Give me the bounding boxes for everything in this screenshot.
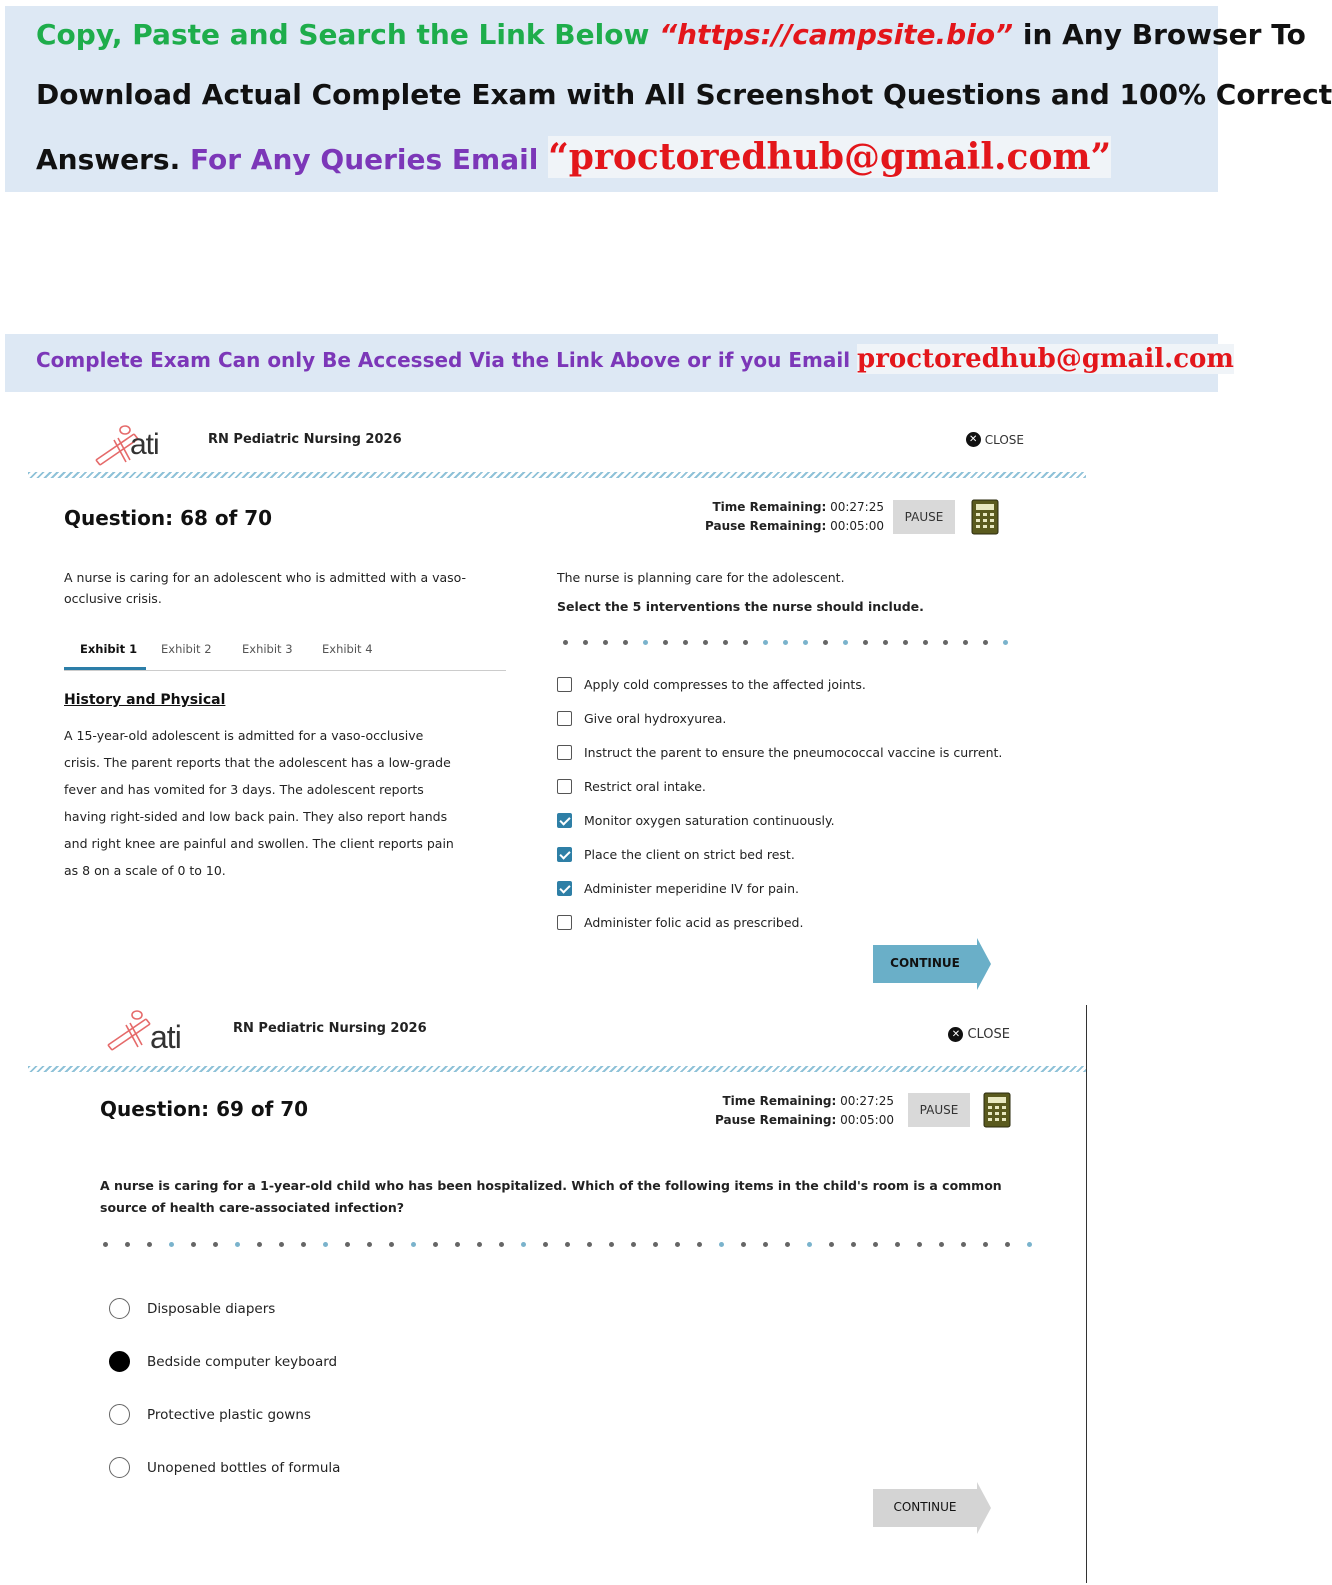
progress-dot xyxy=(1027,1242,1032,1247)
answer-option-label: Instruct the parent to ensure the pneumococcal vaccine is current. xyxy=(584,745,1003,760)
progress-dot xyxy=(499,1242,504,1247)
ati-logo-text: ati xyxy=(150,1019,181,1055)
close-icon: ✕ xyxy=(948,1027,963,1042)
tab-exhibit-3[interactable]: Exhibit 3 xyxy=(242,642,293,656)
exam-header xyxy=(28,1005,1086,1075)
calculator-icon[interactable] xyxy=(983,1092,1011,1128)
answer-option-label: Restrict oral intake. xyxy=(584,779,706,794)
progress-dot xyxy=(723,640,728,645)
radio-button[interactable] xyxy=(109,1298,130,1319)
checkbox[interactable] xyxy=(557,779,572,794)
checkbox-checked[interactable] xyxy=(557,813,572,828)
question-stem: A nurse is caring for an adolescent who is admitted with a vaso-occlusive crisis. xyxy=(64,570,467,606)
answer-option-label: Place the client on strict bed rest. xyxy=(584,847,795,862)
progress-dot xyxy=(587,1242,592,1247)
exam-screen-q68 xyxy=(28,410,1086,1005)
tab-exhibit-2[interactable]: Exhibit 2 xyxy=(161,642,212,656)
second-banner xyxy=(5,334,1234,392)
exam-title: RN Pediatric Nursing 2026 xyxy=(233,1021,427,1036)
checkbox[interactable] xyxy=(557,915,572,930)
progress-dot xyxy=(323,1242,328,1247)
ati-logo-text: ati xyxy=(130,428,159,461)
progress-dot xyxy=(643,640,648,645)
progress-dot xyxy=(455,1242,460,1247)
progress-dot xyxy=(961,1242,966,1247)
banner-link[interactable]: “https://campsite.bio” xyxy=(659,18,1014,51)
answer-option-label: Administer folic acid as prescribed. xyxy=(584,915,804,930)
progress-dot xyxy=(235,1242,240,1247)
banner-line-2: Download Actual Complete Exam with All Screenshot Questions and 100% Correct xyxy=(36,78,1332,111)
timer-block: Time Remaining: 00:27:25 Pause Remaining: 00:05:00 xyxy=(715,1094,894,1127)
top-banner xyxy=(5,6,1332,192)
banner2-line: Complete Exam Can only Be Accessed Via the Link Above or if you Email proctoredhub@gmail.com xyxy=(36,344,1234,374)
history-physical-title: History and Physical xyxy=(64,692,226,708)
progress-dots xyxy=(563,640,1008,645)
checkbox[interactable] xyxy=(557,745,572,760)
question-instruction: Select the 5 interventions the nurse should include. xyxy=(557,599,924,614)
answer-option-label: Give oral hydroxyurea. xyxy=(584,711,727,726)
progress-dot xyxy=(147,1242,152,1247)
answer-option-label: Unopened bottles of formula xyxy=(147,1459,341,1476)
exam-title: RN Pediatric Nursing 2026 xyxy=(208,432,402,447)
continue-button[interactable]: CONTINUE xyxy=(873,938,991,990)
progress-dot xyxy=(543,1242,548,1247)
question-stem: A nurse is caring for a 1-year-old child who has been hospitalized. Which of the following items in the child's room is a common source of health care-associated infection? xyxy=(100,1178,1002,1215)
answer-option[interactable] xyxy=(109,1404,311,1425)
progress-dot xyxy=(169,1242,174,1247)
answer-option[interactable] xyxy=(557,813,835,828)
header-stripe xyxy=(28,472,1086,478)
history-physical-body: A 15-year-old adolescent is admitted for a vaso-occlusive crisis. The parent reports that the adolescent has a low-grade fever and has vomited for 3 days. The adolescent reports having right-sided and low back pain. They also report hands and right knee are painful and swollen. The client reports pain as 8 on a scale of 0 to 10. xyxy=(64,728,454,878)
progress-dot xyxy=(983,640,988,645)
progress-dot xyxy=(389,1242,394,1247)
progress-dot xyxy=(763,640,768,645)
checkbox[interactable] xyxy=(557,711,572,726)
progress-dot xyxy=(565,1242,570,1247)
answer-option[interactable] xyxy=(109,1351,337,1372)
answer-option-label: Bedside computer keyboard xyxy=(147,1353,338,1370)
progress-dot xyxy=(279,1242,284,1247)
progress-dot xyxy=(603,640,608,645)
progress-dot xyxy=(903,640,908,645)
timer-block: Time Remaining: 00:27:25 Pause Remaining: 00:05:00 xyxy=(705,500,884,533)
progress-dot xyxy=(923,640,928,645)
pause-remaining: 00:05:00 xyxy=(840,1113,894,1127)
progress-dot xyxy=(783,640,788,645)
answer-option-label: Protective plastic gowns xyxy=(147,1406,311,1423)
pause-button[interactable]: PAUSE xyxy=(893,500,955,534)
answer-option[interactable] xyxy=(557,779,706,794)
progress-dot xyxy=(983,1242,988,1247)
progress-dot xyxy=(763,1242,768,1247)
progress-dot xyxy=(345,1242,350,1247)
progress-dot xyxy=(785,1242,790,1247)
progress-dot xyxy=(843,640,848,645)
checkbox-checked[interactable] xyxy=(557,881,572,896)
time-remaining: 00:27:25 xyxy=(840,1094,894,1108)
radio-selected[interactable] xyxy=(109,1351,130,1372)
continue-button[interactable]: CONTINUE xyxy=(873,1482,991,1534)
progress-dot xyxy=(719,1242,724,1247)
answer-option[interactable] xyxy=(109,1298,275,1319)
banner-line-3: Answers. For Any Queries Email “proctoredhub@gmail.com” xyxy=(36,136,1112,178)
progress-dot xyxy=(609,1242,614,1247)
progress-dot xyxy=(829,1242,834,1247)
question-number: Question: 68 of 70 xyxy=(64,506,273,530)
progress-dot xyxy=(1003,640,1008,645)
banner2-email[interactable]: proctoredhub@gmail.com xyxy=(857,344,1234,374)
calculator-icon[interactable] xyxy=(971,499,999,535)
exam-header xyxy=(28,410,1086,480)
checkbox-checked[interactable] xyxy=(557,847,572,862)
answer-option[interactable] xyxy=(109,1457,340,1478)
question-number: Question: 69 of 70 xyxy=(100,1097,309,1121)
question-prompt: The nurse is planning care for the adolescent. xyxy=(557,570,845,585)
progress-dot xyxy=(895,1242,900,1247)
progress-dot xyxy=(653,1242,658,1247)
answer-option[interactable] xyxy=(557,847,795,862)
progress-dot xyxy=(675,1242,680,1247)
progress-dot xyxy=(663,640,668,645)
answer-option[interactable] xyxy=(557,745,1002,760)
progress-dot xyxy=(521,1242,526,1247)
progress-dot xyxy=(917,1242,922,1247)
progress-dot xyxy=(851,1242,856,1247)
progress-dot xyxy=(433,1242,438,1247)
answer-option[interactable] xyxy=(557,881,799,896)
progress-dot xyxy=(301,1242,306,1247)
close-button[interactable]: ✕ CLOSE xyxy=(948,1027,1010,1042)
exhibit-tabs xyxy=(64,638,506,671)
progress-dot xyxy=(1005,1242,1010,1247)
answer-option[interactable] xyxy=(557,677,866,692)
progress-dot xyxy=(623,640,628,645)
banner-email[interactable]: “proctoredhub@gmail.com” xyxy=(548,136,1112,178)
answer-option-label: Disposable diapers xyxy=(147,1300,276,1317)
progress-dot xyxy=(257,1242,262,1247)
tab-exhibit-4[interactable]: Exhibit 4 xyxy=(322,642,373,656)
answer-option-label: Monitor oxygen saturation continuously. xyxy=(584,813,835,828)
header-stripe xyxy=(28,1066,1086,1072)
progress-dot xyxy=(213,1242,218,1247)
progress-dot xyxy=(191,1242,196,1247)
close-icon: ✕ xyxy=(966,432,981,447)
progress-dot xyxy=(743,640,748,645)
progress-dot xyxy=(103,1242,108,1247)
progress-dot xyxy=(807,1242,812,1247)
progress-dot xyxy=(125,1242,130,1247)
radio-button[interactable] xyxy=(109,1457,130,1478)
answer-option-label: Administer meperidine IV for pain. xyxy=(584,881,799,896)
progress-dot xyxy=(683,640,688,645)
progress-dot xyxy=(939,1242,944,1247)
progress-dot xyxy=(873,1242,878,1247)
progress-dot xyxy=(943,640,948,645)
progress-dot xyxy=(863,640,868,645)
pause-button[interactable]: PAUSE xyxy=(908,1093,970,1127)
progress-dot xyxy=(631,1242,636,1247)
progress-dot xyxy=(803,640,808,645)
progress-dot xyxy=(367,1242,372,1247)
active-tab-indicator xyxy=(64,667,146,670)
progress-dot xyxy=(741,1242,746,1247)
checkbox[interactable] xyxy=(557,677,572,692)
progress-dot xyxy=(697,1242,702,1247)
banner-line-1: Copy, Paste and Search the Link Below “https://campsite.bio” in Any Browser To xyxy=(36,18,1306,51)
progress-dot xyxy=(411,1242,416,1247)
progress-dot xyxy=(703,640,708,645)
tab-exhibit-1[interactable]: Exhibit 1 xyxy=(80,642,138,656)
progress-dot xyxy=(963,640,968,645)
pause-remaining: 00:05:00 xyxy=(830,519,884,533)
progress-dot xyxy=(477,1242,482,1247)
progress-dot xyxy=(823,640,828,645)
progress-dots xyxy=(103,1242,1032,1247)
progress-dot xyxy=(583,640,588,645)
answer-option[interactable] xyxy=(557,711,726,726)
radio-button[interactable] xyxy=(109,1404,130,1425)
answer-option[interactable] xyxy=(557,915,803,930)
progress-dot xyxy=(563,640,568,645)
close-button[interactable]: ✕ CLOSE xyxy=(966,432,1024,447)
progress-dot xyxy=(883,640,888,645)
time-remaining: 00:27:25 xyxy=(830,500,884,514)
exam-screen-q69 xyxy=(28,1005,1087,1583)
answer-option-label: Apply cold compresses to the affected joints. xyxy=(584,677,866,692)
